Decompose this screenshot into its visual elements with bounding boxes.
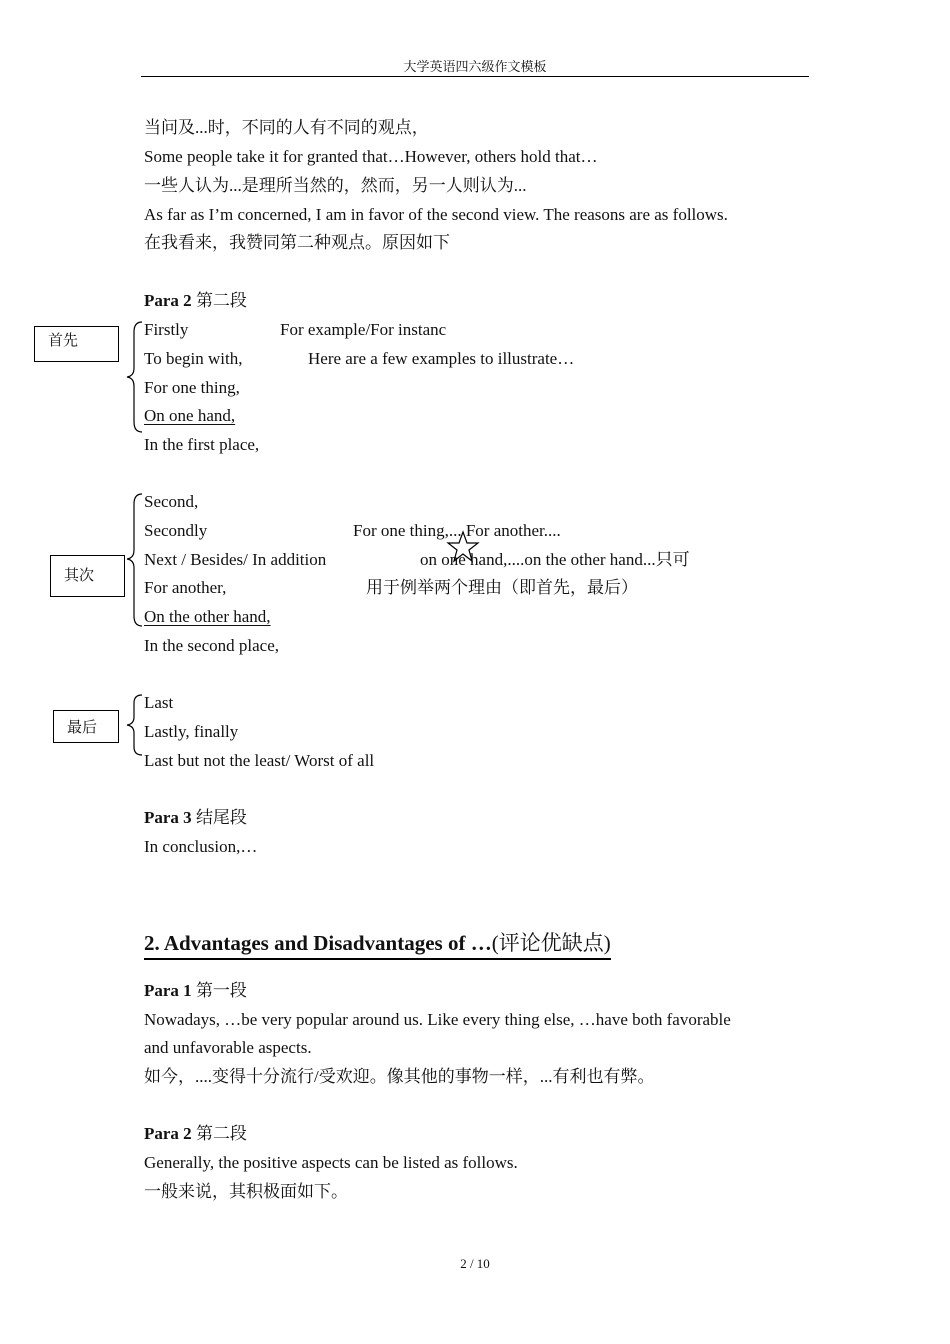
para1-line-2: Some people take it for granted that…However, others hold that… xyxy=(144,147,598,166)
brace-first xyxy=(124,320,144,434)
first-line-4: On one hand, xyxy=(144,406,236,425)
brace-second xyxy=(124,492,144,628)
s2-para1-line-3: 如今，....变得十分流行/受欢迎。像其他的事物一样，...有利也有弊。 xyxy=(144,1067,655,1086)
s2-para1-heading xyxy=(144,981,247,1001)
second-line-2: Secondly xyxy=(144,521,208,540)
para1-line-5: 在我看来，我赞同第二种观点。原因如下 xyxy=(144,233,450,252)
second-line-5: On the other hand, xyxy=(144,607,271,626)
first-example-2: Here are a few examples to illustrate… xyxy=(308,349,575,368)
para1-line-4: As far as I’m concerned, I am in favor of the second view. The reasons are as follows. xyxy=(144,205,728,224)
first-line-1: Firstly xyxy=(144,320,189,339)
page-header: 大学英语四六级作文模板 xyxy=(141,58,809,77)
section2-title-en: 2. Advantages and Disadvantages of … xyxy=(144,931,492,955)
box-first: 首先 xyxy=(34,326,119,362)
s2-para2-title: Para 2 xyxy=(144,1124,192,1143)
s2-para2-heading xyxy=(144,1124,247,1144)
s2-para1-title: Para 1 xyxy=(144,981,192,1000)
s2-para2-line-2: 一般来说，其积极面如下。 xyxy=(144,1182,348,1201)
para3-cn: 结尾段 xyxy=(191,808,247,827)
first-line-2: To begin with, xyxy=(144,349,243,368)
para3-heading xyxy=(144,808,247,828)
last-line-3: Last but not the least/ Worst of all xyxy=(144,751,375,770)
last-line-2: Lastly, finally xyxy=(144,722,239,741)
second-note-3: 用于例举两个理由（即首先，最后） xyxy=(366,578,638,597)
s2-para1-line-2: and unfavorable aspects. xyxy=(144,1038,312,1057)
page-number: 2 / 10 xyxy=(460,1256,490,1271)
box-second: 其次 xyxy=(50,555,125,597)
para1-line-1: 当问及...时，不同的人有不同的观点， xyxy=(144,118,429,137)
section2-title xyxy=(144,929,611,960)
para2-heading xyxy=(144,291,247,311)
para3-line: In conclusion,… xyxy=(144,837,258,856)
second-line-1: Second, xyxy=(144,492,199,511)
first-line-5: In the first place, xyxy=(144,435,260,454)
first-example-1: For example/For instanc xyxy=(280,320,447,339)
para1-line-3: 一些人认为...是理所当然的，然而，另一人则认为... xyxy=(144,176,527,195)
para3-title: Para 3 xyxy=(144,808,192,827)
last-line-1: Last xyxy=(144,693,174,712)
s2-para2-cn: 第二段 xyxy=(191,1124,247,1143)
s2-para1-line-1: Nowadays, …be very popular around us. Like every thing else, …have both favorable xyxy=(144,1010,731,1029)
star-icon xyxy=(446,530,480,564)
first-line-3: For one thing, xyxy=(144,378,240,397)
brace-last xyxy=(124,693,144,757)
second-note-1: For one thing,... For another.... xyxy=(353,521,561,540)
second-line-6: In the second place, xyxy=(144,636,279,655)
para2-cn: 第二段 xyxy=(191,291,247,310)
box-last: 最后 xyxy=(53,710,119,743)
second-note-2: on one hand,....on the other hand...只可 xyxy=(420,550,690,569)
second-line-4: For another, xyxy=(144,578,227,597)
s2-para2-line-1: Generally, the positive aspects can be listed as follows. xyxy=(144,1153,518,1172)
section2-title-cn: (评论优缺点) xyxy=(491,931,611,955)
para2-title: Para 2 xyxy=(144,291,192,310)
s2-para1-cn: 第一段 xyxy=(191,981,247,1000)
second-line-3: Next / Besides/ In addition xyxy=(144,550,327,569)
